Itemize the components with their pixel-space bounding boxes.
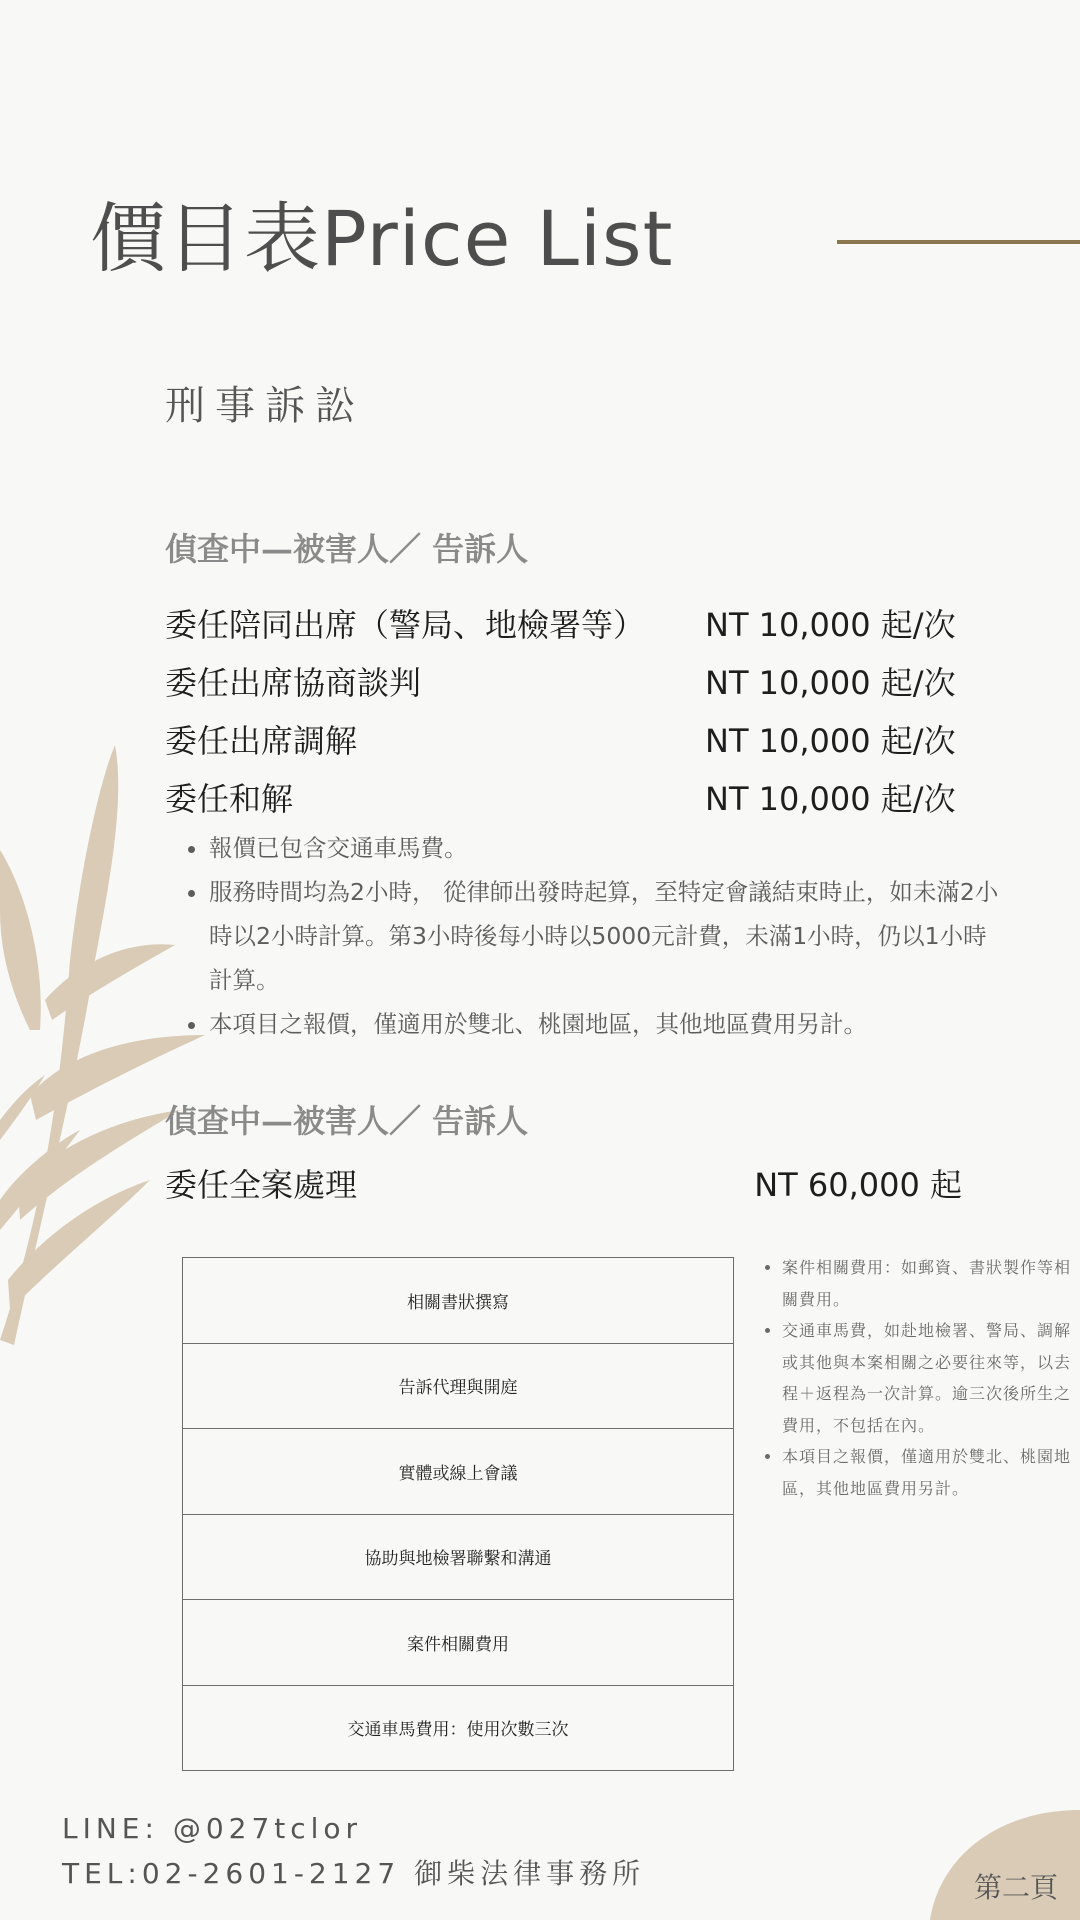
full-case-row [165, 1160, 962, 1206]
page-number: 第二頁 [974, 1871, 1059, 1904]
side-note-item: • 本項目之報價，僅適用於雙北、桃園地區，其他地區費用另計。 [782, 1441, 1080, 1504]
price-item-value: NT 10,000 起/次 [705, 606, 956, 644]
price-item-label: 委任和解 [165, 780, 294, 818]
service-cell: 相關書狀撰寫 [183, 1258, 733, 1344]
full-case-price: NT 60,000 起 [754, 1166, 962, 1204]
investigation-notes [183, 826, 999, 1046]
note-item: • 本項目之報價，僅適用於雙北、桃園地區，其他地區費用另計。 [209, 1002, 999, 1046]
side-note-item: • 案件相關費用：如郵資、書狀製作等相關費用。 [782, 1252, 1080, 1315]
side-note-item: • 交通車馬費，如赴地檢署、警局、調解或其他與本案相關之必要往來等，以去程＋返程為一次計算。逾三次後所生之費用，不包括在內。 [782, 1315, 1080, 1441]
full-case-subtitle: 偵查中—被害人／ 告訴人 [165, 1102, 529, 1140]
price-item-value: NT 10,000 起/次 [705, 780, 956, 818]
price-row [165, 594, 962, 652]
full-case-label: 委任全案處理 [165, 1166, 358, 1204]
service-cell: 協助與地檢署聯繫和溝通 [183, 1515, 733, 1601]
price-list [165, 594, 962, 826]
price-item-label: 委任出席協商談判 [165, 664, 422, 702]
service-cell: 告訴代理與開庭 [183, 1344, 733, 1430]
title-divider [837, 240, 1080, 244]
note-item: • 服務時間均為2小時， 從律師出發時起算，至特定會議結束時止，如未滿2小時以2小時計算。第3小時後每小時以5000元計費，未滿1小時，仍以1小時計算。 [209, 870, 999, 1002]
page-title: 價目表Price List [90, 194, 674, 283]
note-item: • 報價已包含交通車馬費。 [209, 826, 999, 870]
price-row [165, 768, 962, 826]
full-case-notes [762, 1252, 1080, 1504]
service-cell: 實體或線上會議 [183, 1429, 733, 1515]
price-row [165, 652, 962, 710]
section-title: 刑事訴訟 [165, 383, 365, 429]
price-item-value: NT 10,000 起/次 [705, 722, 956, 760]
price-item-value: NT 10,000 起/次 [705, 664, 956, 702]
contact-telephone: TEL:02-2601-2127 御柴法律事務所 [62, 1857, 646, 1890]
price-item-label: 委任陪同出席（警局、地檢署等） [165, 606, 646, 644]
service-cell: 交通車馬費用：使用次數三次 [347, 1720, 569, 1741]
price-item-label: 委任出席調解 [165, 722, 358, 760]
investigation-subtitle: 偵查中—被害人／ 告訴人 [165, 530, 529, 568]
service-table [182, 1257, 734, 1771]
service-cell: 案件相關費用 [183, 1600, 733, 1686]
price-row [165, 710, 962, 768]
contact-line-id: LINE: @027tclor [62, 1812, 363, 1845]
